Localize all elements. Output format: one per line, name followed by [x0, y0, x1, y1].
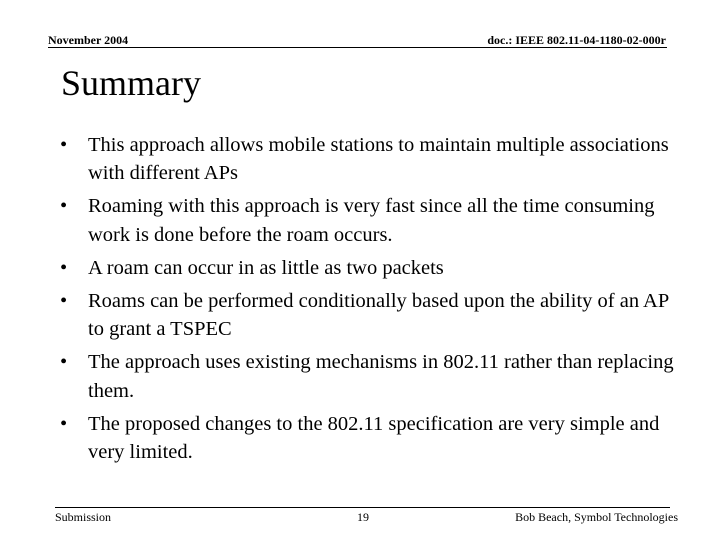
bullet-item: [60, 254, 680, 282]
header-divider: [48, 47, 667, 48]
bullet-text: Roams can be performed conditionally based upon the ability of an AP to grant a TSPEC: [88, 289, 669, 341]
bullet-text: A roam can occur in as little as two packets: [88, 256, 444, 279]
bullet-icon: •: [60, 256, 68, 279]
bullet-icon: •: [60, 289, 68, 312]
bullet-text: The proposed changes to the 802.11 specification are very simple and very limited.: [88, 412, 660, 464]
header-date: November 2004: [48, 33, 129, 47]
bullet-item: [60, 348, 680, 405]
bullet-text: Roaming with this approach is very fast since all the time consuming work is done before the roam occurs.: [88, 195, 655, 246]
bullet-item: [60, 192, 680, 249]
footer-divider: [55, 507, 670, 508]
footer-submission-label: Submission: [55, 510, 112, 524]
header-doc-id: doc.: IEEE 802.11-04-1180-02-000r: [487, 33, 666, 47]
page-number: 19: [357, 510, 369, 524]
slide-title: Summary: [61, 63, 201, 103]
bullet-text: The approach uses existing mechanisms in 802.11 rather than replacing them.: [88, 351, 674, 402]
bullet-text: This approach allows mobile stations to maintain multiple associations with different APs: [88, 134, 669, 185]
bullet-icon: •: [60, 195, 68, 218]
footer-author: Bob Beach, Symbol Technologies: [515, 510, 678, 524]
bullet-item: [60, 410, 680, 467]
bullet-icon: •: [60, 412, 68, 435]
bullet-icon: •: [60, 351, 68, 374]
bullet-item: [60, 287, 680, 344]
bullet-item: [60, 131, 680, 188]
bullet-icon: •: [60, 134, 68, 156]
bullet-list: [60, 131, 680, 471]
